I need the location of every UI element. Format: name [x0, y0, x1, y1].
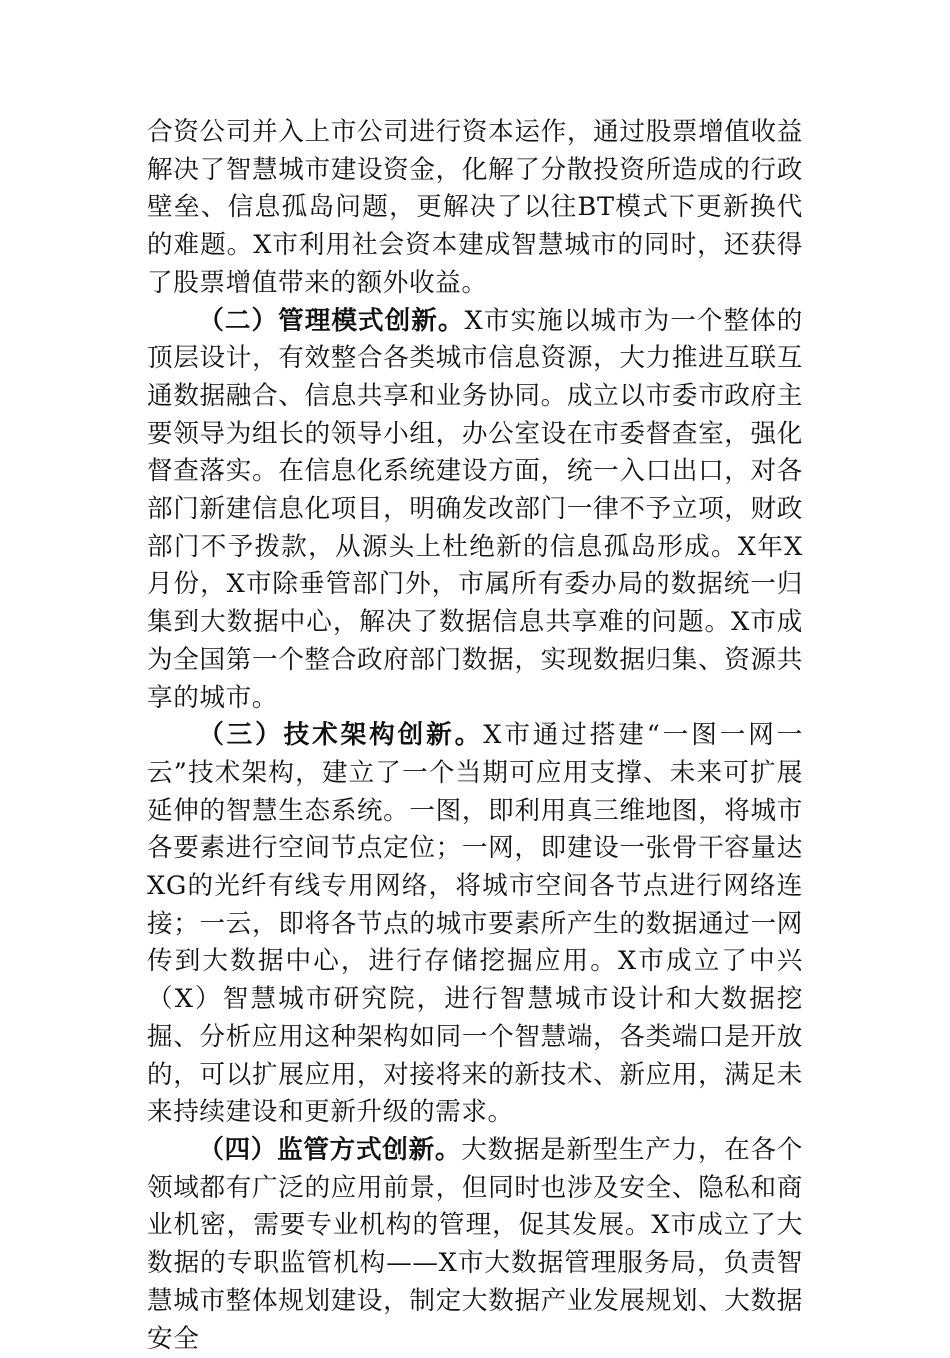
paragraph-3	[147, 717, 803, 1132]
document-body	[147, 114, 803, 1358]
paragraph-2-text: X市实施以城市为一个整体的顶层设计，有效整合各类城市信息资源，大力推进互联互通数据融合、信息共享和业务协同。成立以市委市政府主要领导为组长的领导小组，办公室设在市委督查室，强化督查落实。在信息化系统建设方面，统一入口出口，对各部门新建信息化项目，明确发改部门一律不予立项，财政部门不予拨款，从源头上杜绝新的信息孤岛形成。X年X月份，X市除垂管部门外，市属所有委办局的数据统一归集到大数据中心，解决了数据信息共享难的问题。X市成为全国第一个整合政府部门数据，实现数据归集、资源共享的城市。	[147, 305, 803, 713]
paragraph-2	[147, 303, 803, 718]
paragraph-2-heading: （二）管理模式创新。	[198, 305, 465, 336]
paragraph-4	[147, 1132, 803, 1358]
paragraph-3-heading: （三）技术架构创新。	[198, 720, 484, 751]
paragraph-1-text: 合资公司并入上市公司进行资本运作，通过股票增值收益解决了智慧城市建设资金，化解了分散投资所造成的行政壁垒、信息孤岛问题，更解决了以往BT模式下更新换代的难题。X市利用社会资本建成智慧城市的同时，还获得了股票增值带来的额外收益。	[147, 117, 803, 298]
paragraph-1	[147, 114, 803, 303]
paragraph-4-text: 大数据是新型生产力，在各个领域都有广泛的应用前景，但同时也涉及安全、隐私和商业机密，需要专业机构的管理，促其发展。X市成立了大数据的专职监管机构——X市大数据管理服务局，负责智慧城市整体规划建设，制定大数据产业发展规划、大数据安全	[147, 1134, 803, 1354]
paragraph-3-text: X市通过搭建“一图一网一云”技术架构，建立了一个当期可应用支撑、未来可扩展延伸的智慧生态系统。一图，即利用真三维地图，将城市各要素进行空间节点定位；一网，即建设一张骨干容量达XG的光纤有线专用网络，将城市空间各节点进行网络连接；一云，即将各节点的城市要素所产生的数据通过一网传到大数据中心，进行存储挖掘应用。X市成立了中兴（X）智慧城市研究院，进行智慧城市设计和大数据挖掘、分析应用这种架构如同一个智慧端，各类端口是开放的，可以扩展应用，对接将来的新技术、新应用，满足未来持续建设和更新升级的需求。	[147, 720, 803, 1128]
paragraph-4-heading: （四）监管方式创新。	[198, 1134, 462, 1165]
